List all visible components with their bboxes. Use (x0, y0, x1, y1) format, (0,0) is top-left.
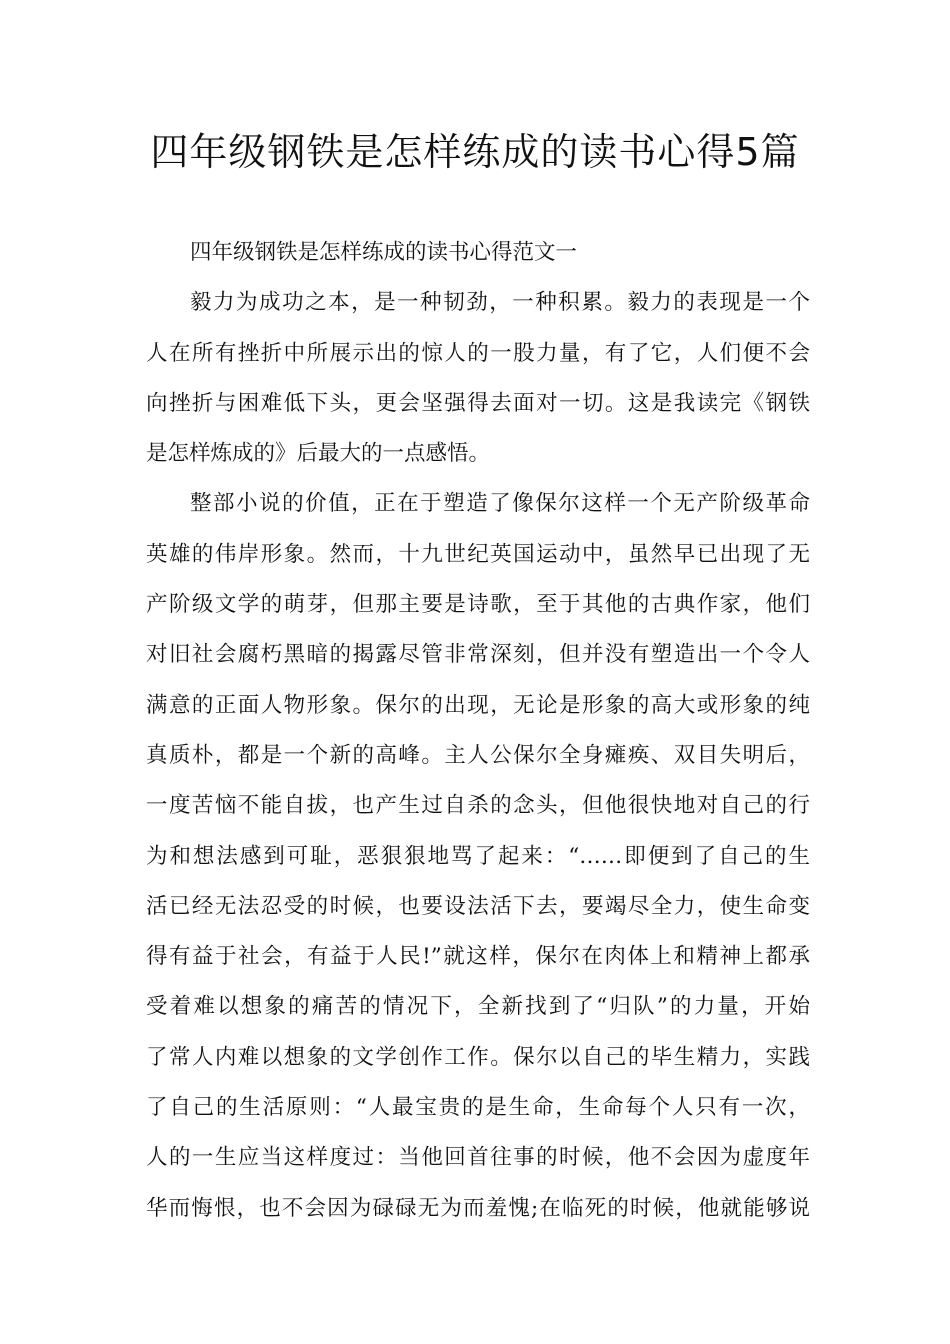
paragraph-2-line-12: 了常人内难以想象的文学创作工作。保尔以自己的毕生精力，实践 (146, 1044, 810, 1070)
paragraph-2-line-8: 为和想法感到可耻，恶狠狠地骂了起来：“……即便到了自己的生 (146, 843, 810, 869)
paragraph-2-line-4: 对旧社会腐朽黑暗的揭露尽管非常深刻，但并没有塑造出一个令人 (146, 642, 810, 668)
paragraph-1-line-1: 毅力为成功之本，是一种韧劲，一种积累。毅力的表现是一个 (190, 290, 810, 316)
document-body (146, 228, 810, 1234)
paragraph-1-line-2: 人在所有挫折中所展示出的惊人的一股力量，有了它，人们便不会 (146, 340, 810, 366)
paragraph-2-line-14: 人的一生应当这样度过：当他回首往事的时候，他不会因为虚度年 (146, 1145, 810, 1171)
paragraph-2-line-2: 英雄的伟岸形象。然而，十九世纪英国运动中，虽然早已出现了无 (146, 541, 810, 567)
paragraph-2-line-10: 得有益于社会，有益于人民!”就这样，保尔在肉体上和精神上都承 (146, 944, 810, 970)
paragraph-2-line-1: 整部小说的价值，正在于塑造了像保尔这样一个无产阶级革命 (190, 491, 810, 517)
paragraph-2-line-3: 产阶级文学的萌芽，但那主要是诗歌，至于其他的古典作家，他们 (146, 592, 810, 618)
paragraph-2-line-5: 满意的正面人物形象。保尔的出现，无论是形象的高大或形象的纯 (146, 692, 810, 718)
paragraph-2-line-9: 活已经无法忍受的时候，也要设法活下去，要竭尽全力，使生命变 (146, 893, 810, 919)
paragraph-2-line-6: 真质朴，都是一个新的高峰。主人公保尔全身瘫痪、双目失明后， (146, 742, 810, 768)
paragraph-2-line-11: 受着难以想象的痛苦的情况下，全新找到了“归队”的力量，开始 (146, 994, 810, 1020)
paragraph-1-line-4: 是怎样炼成的》后最大的一点感悟。 (146, 441, 491, 467)
document-title: 四年级钢铁是怎样练成的读书心得5篇 (150, 130, 800, 174)
paragraph-2-line-15: 华而悔恨，也不会因为碌碌无为而羞愧;在临死的时候，他就能够说 (146, 1195, 810, 1221)
paragraph-2-line-13: 了自己的生活原则：“人最宝贵的是生命，生命每个人只有一次， (146, 1095, 810, 1121)
section-heading: 四年级钢铁是怎样练成的读书心得范文一 (190, 240, 578, 265)
paragraph-2-line-7: 一度苦恼不能自拔，也产生过自杀的念头，但他很快地对自己的行 (146, 793, 810, 819)
paragraph-1-line-3: 向挫折与困难低下头，更会坚强得去面对一切。这是我读完《钢铁 (146, 390, 810, 416)
